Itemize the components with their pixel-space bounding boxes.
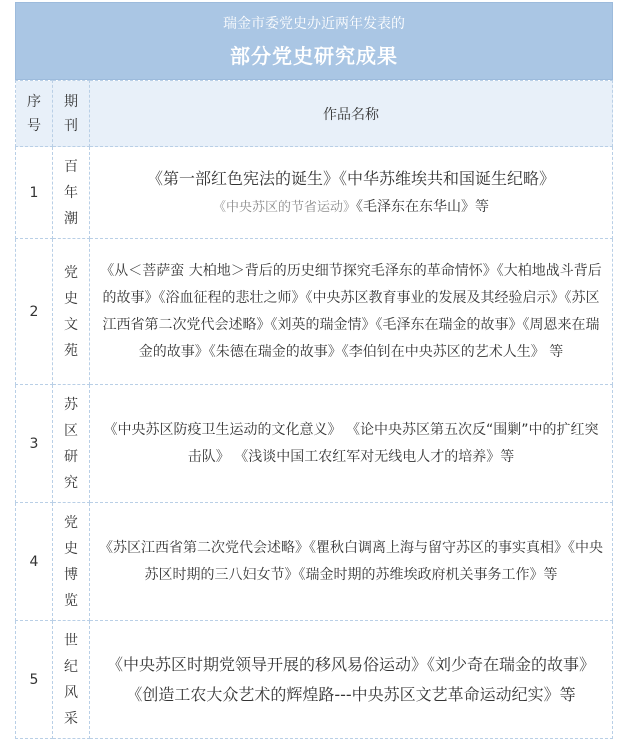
row-number: 3: [16, 385, 53, 503]
banner-title: 部分党史研究成果: [230, 44, 398, 68]
works-text: 《中央苏区时期党领导开展的移风易俗运动》《刘少奇在瑞金的故事》 《创造工农大众艺术的辉煌路---中央苏区文艺革命运动纪实》等: [106, 654, 595, 704]
works-title-small: 《中央苏区的节省运动》: [212, 200, 356, 215]
journal-char: 区: [64, 422, 78, 439]
works-table: [15, 80, 613, 739]
works-line: 《第一部红色宪法的诞生》《中华苏维埃共和国诞生纪略》: [146, 169, 555, 188]
col-header-journal: [53, 81, 90, 147]
journal-char: 潮: [64, 210, 78, 227]
table-row: [16, 385, 613, 503]
journal-char: 世: [64, 632, 78, 649]
row-journal: [53, 503, 90, 621]
banner-subtitle: 瑞金市委党史办近两年发表的: [223, 16, 405, 32]
journal-char: 研: [64, 448, 78, 465]
article-table: [15, 2, 613, 739]
journal-char: 文: [64, 316, 78, 333]
row-works: [90, 147, 613, 239]
row-works: 《从＜菩萨蛮 大柏地＞背后的历史细节探究毛泽东的革命情怀》《大柏地战斗背后的故事》《浴血征程的悲壮之师》《中央苏区教育事业的发展及其经验启示》《苏区江西省第二次党代会述略》《刘英的瑞金情》《毛泽东在瑞金的故事》《周恩来在瑞金的故事》《朱德在瑞金的故事》《李伯钊在中央苏区的艺术人生》 等: [90, 239, 613, 385]
works-title: 《毛泽东在东华山》等: [356, 199, 489, 215]
journal-char: 史: [64, 540, 78, 557]
col-header-journal-b: 刊: [64, 117, 78, 134]
row-works: [90, 621, 613, 739]
journal-char: 纪: [64, 658, 78, 675]
row-works: 《中央苏区防疫卫生运动的文化意义》 《论中央苏区第五次反“围剿”中的扩红突击队》 《浅谈中国工农红军对无线电人才的培养》等: [90, 385, 613, 503]
col-header-number: [16, 81, 53, 147]
journal-char: 究: [64, 474, 78, 491]
journal-char: 年: [64, 184, 78, 201]
journal-char: 览: [64, 592, 78, 609]
journal-char: 采: [64, 710, 78, 727]
table-row: [16, 239, 613, 385]
journal-char: 百: [64, 158, 78, 175]
col-header-number-a: 序: [27, 93, 41, 110]
row-journal: [53, 621, 90, 739]
column-header-row: [16, 81, 613, 147]
row-journal: [53, 239, 90, 385]
journal-char: 党: [64, 264, 78, 281]
row-journal: [53, 385, 90, 503]
row-works: 《苏区江西省第二次党代会述略》《瞿秋白调离上海与留守苏区的事实真相》《中央苏区时期的三八妇女节》《瑞金时期的苏维埃政府机关事务工作》等: [90, 503, 613, 621]
journal-char: 史: [64, 290, 78, 307]
row-journal: [53, 147, 90, 239]
table-row: [16, 621, 613, 739]
col-header-number-b: 号: [27, 117, 41, 134]
journal-char: 苏: [64, 396, 78, 413]
row-number: 2: [16, 239, 53, 385]
col-header-journal-a: 期: [64, 93, 78, 110]
journal-char: 苑: [64, 342, 78, 359]
journal-char: 党: [64, 514, 78, 531]
journal-char: 博: [64, 566, 78, 583]
table-header-banner: [15, 2, 613, 80]
journal-char: 风: [64, 684, 78, 701]
table-row: [16, 503, 613, 621]
col-header-works: 作品名称: [90, 81, 613, 147]
row-number: 5: [16, 621, 53, 739]
works-line: [98, 194, 604, 221]
row-number: 4: [16, 503, 53, 621]
table-row: [16, 147, 613, 239]
row-number: 1: [16, 147, 53, 239]
